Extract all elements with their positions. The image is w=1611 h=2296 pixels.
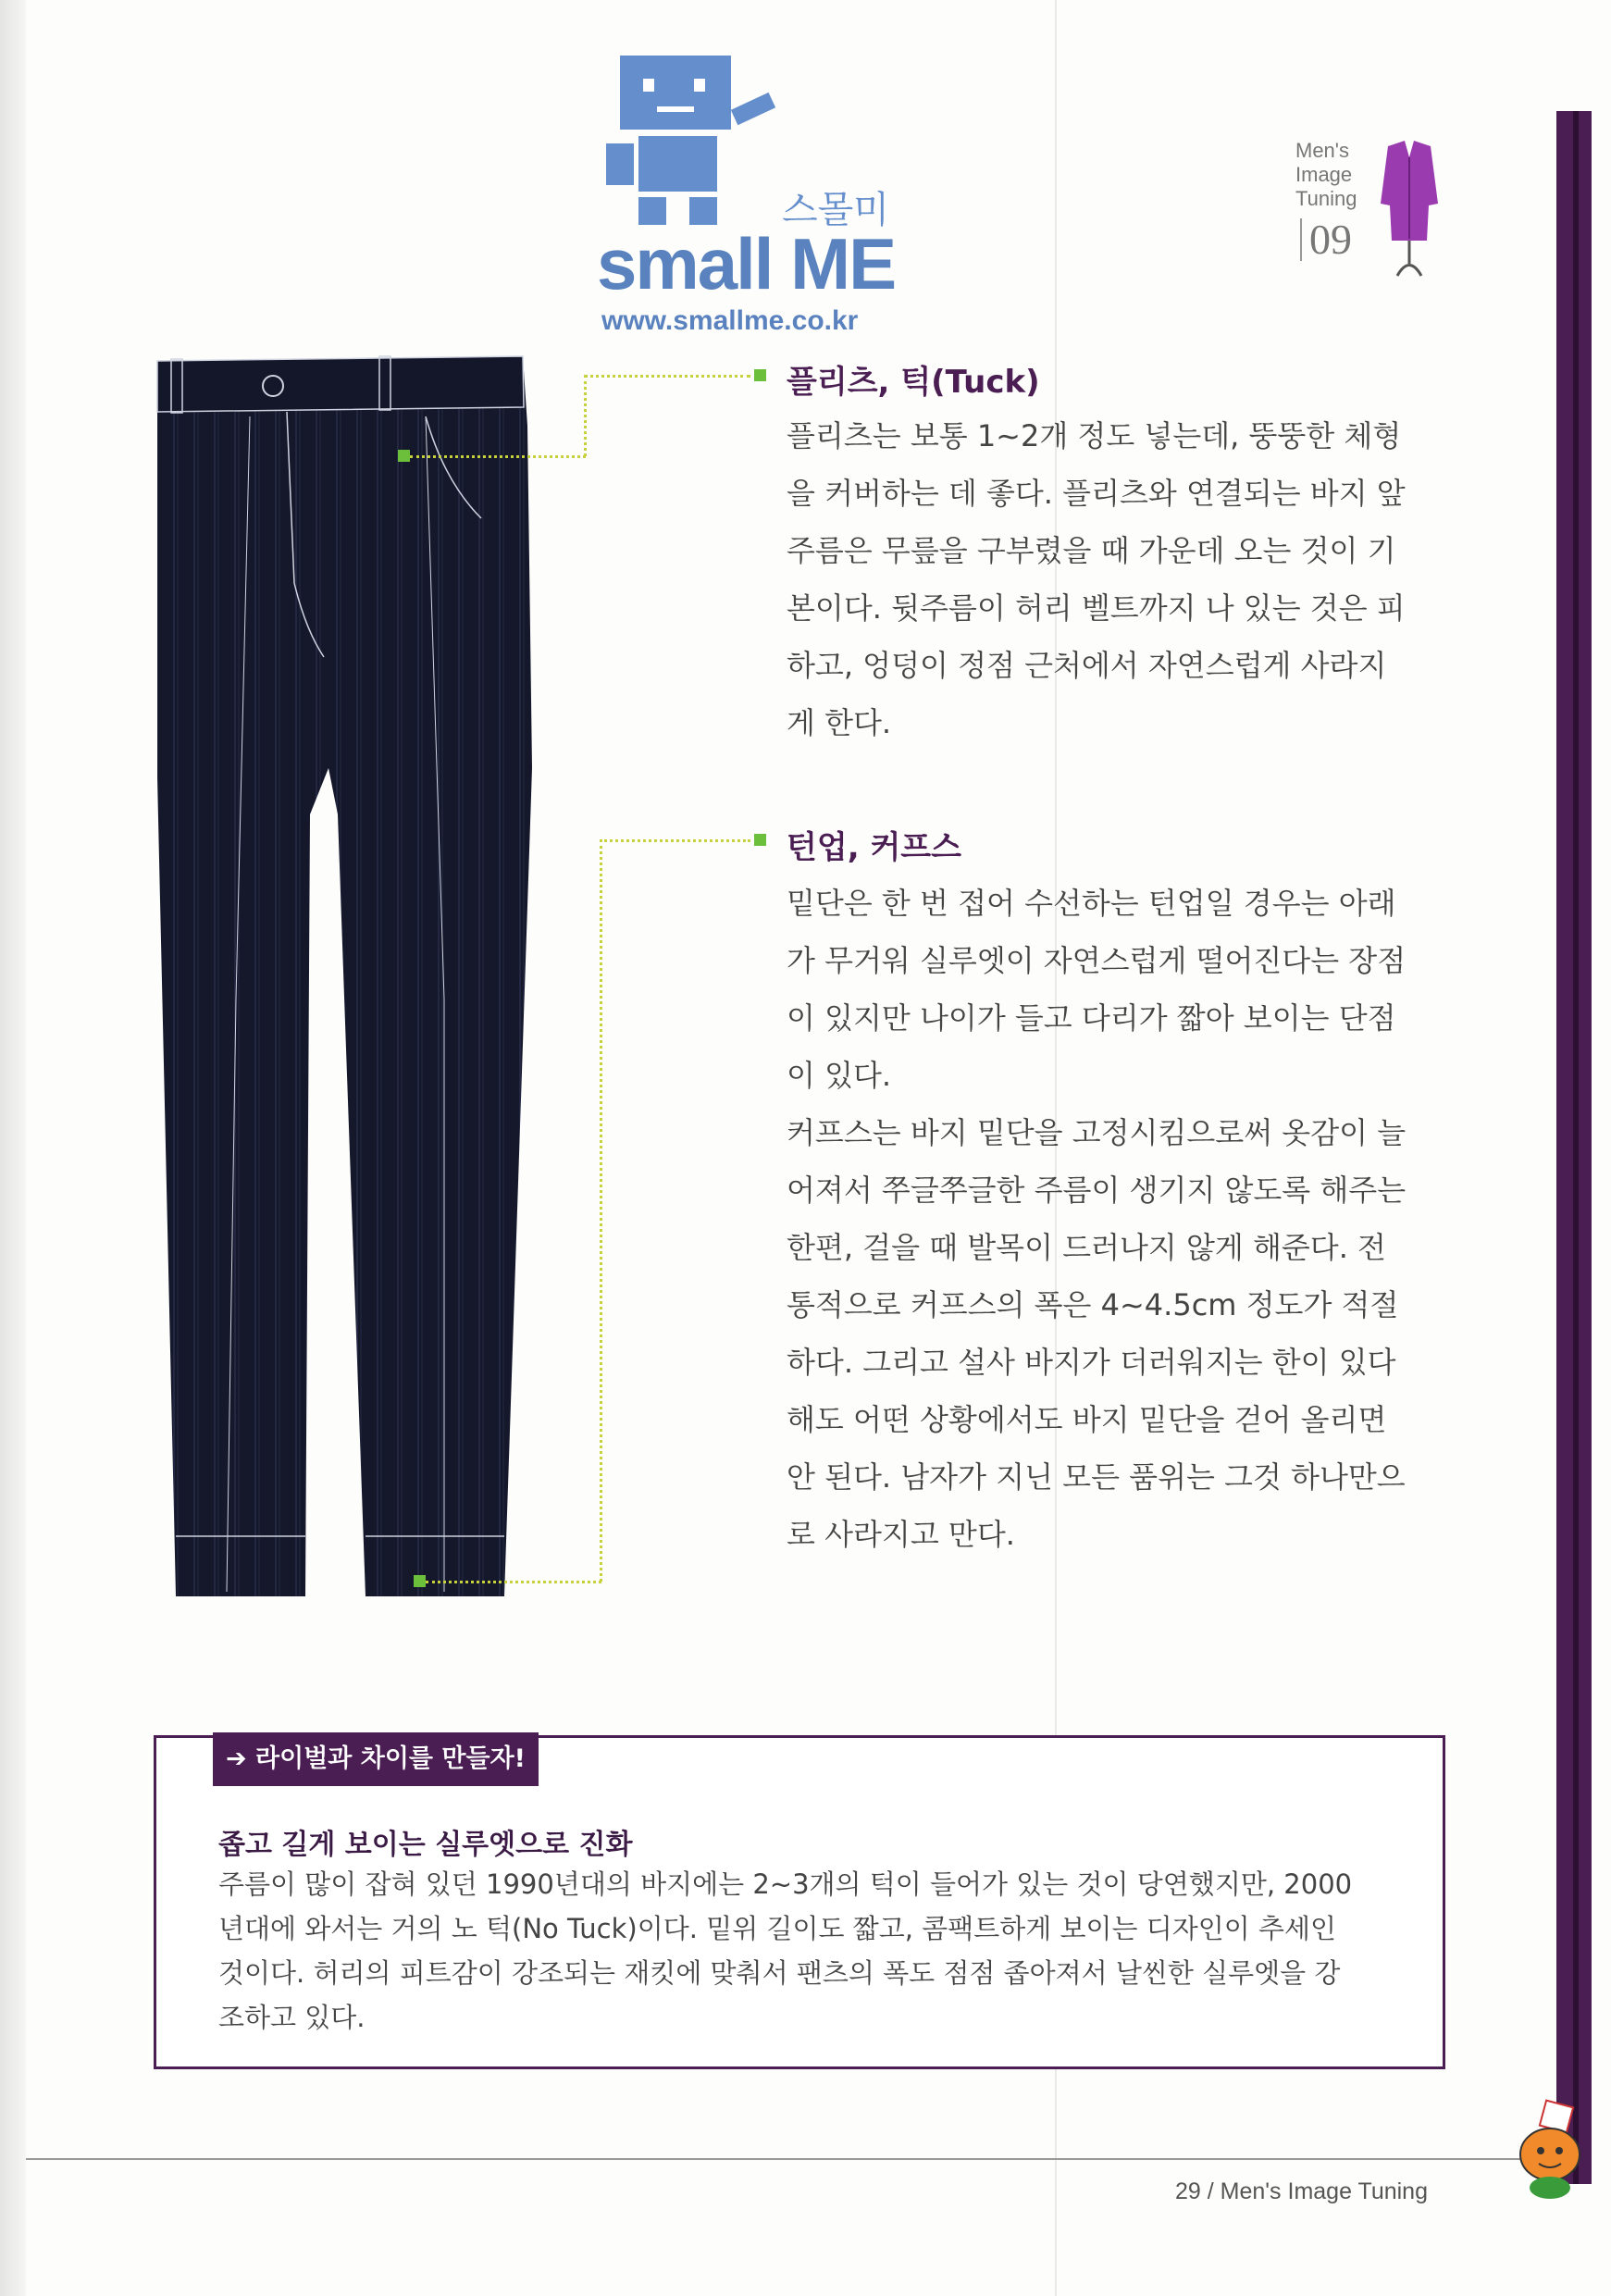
section-title-pleats: 플리츠, 턱(Tuck) [787, 364, 1040, 401]
watermark-url: www.smallme.co.kr [601, 305, 859, 336]
body-line: 커프스는 바지 밑단을 고정시킴으로써 옷감이 늘 [787, 1115, 1407, 1150]
page-number-label: 29 / Men's Image Tuning [1175, 2178, 1428, 2204]
connector-line [584, 375, 750, 378]
body-line: 밑단은 한 번 접어 수선하는 턴업일 경우는 아래 [787, 886, 1396, 921]
connector-line [600, 839, 602, 1582]
footer-rule [26, 2158, 1553, 2160]
watermark [592, 51, 925, 347]
body-line: 이 있지만 나이가 들고 다리가 짧아 보이는 단점 [787, 1000, 1396, 1036]
body-line: 하고, 엉덩이 정점 근처에서 자연스럽게 사라지 [787, 648, 1387, 683]
chapter-number: 09 [1300, 218, 1352, 261]
tip-box-tag [213, 1732, 539, 1786]
tip-line: 조하고 있다. [218, 2002, 366, 2033]
section-body-pleats [787, 407, 1444, 751]
connector-dot [754, 834, 766, 846]
body-line: 해도 어떤 상황에서도 바지 밑단을 걷어 올리면 [787, 1402, 1387, 1437]
arrow-right-icon: ➔ [226, 1744, 256, 1773]
body-line: 어져서 쭈글쭈글한 주름이 생기지 않도록 해주는 [787, 1173, 1407, 1208]
tip-box-body [218, 1862, 1421, 2040]
body-line: 안 된다. 남자가 지닌 모든 품위는 그것 하나만으 [787, 1459, 1406, 1495]
connector-line [600, 839, 750, 842]
connector-dot [414, 1575, 426, 1587]
connector-line [410, 455, 586, 458]
connector-dot [398, 450, 410, 462]
robot-logo-icon [601, 51, 777, 236]
mascot-icon [1504, 2099, 1592, 2201]
watermark-logo-text: small ME [597, 223, 896, 304]
tip-line: 주름이 많이 잡혀 있던 1990년대의 바지에는 2~3개의 턱이 들어가 있는 것이 당연했지만, 2000 [218, 1868, 1353, 1900]
tip-line: 것이다. 허리의 피트감이 강조되는 재킷에 맞춰서 팬츠의 폭도 점점 좁아져서 날씬한 실루엣을 강 [218, 1957, 1341, 1989]
badge-line: Tuning [1295, 187, 1357, 210]
body-line: 본이다. 뒷주름이 허리 벨트까지 나 있는 것은 피 [787, 590, 1406, 626]
connector-dot [754, 369, 766, 381]
pants-illustration [148, 352, 537, 1610]
badge-line: Men's [1295, 139, 1349, 162]
side-accent-bar-inner [1573, 111, 1579, 2184]
body-line: 주름은 무릎을 구부렸을 때 가운데 오는 것이 기 [787, 533, 1396, 568]
suit-jacket-on-stand-icon [1377, 139, 1442, 278]
section-title-turnup: 턴업, 커프스 [787, 829, 961, 866]
chapter-badge [1295, 139, 1357, 211]
scan-edge [0, 0, 26, 2296]
body-line: 가 무거워 실루엣이 자연스럽게 떨어진다는 장점 [787, 943, 1407, 978]
section-body-turnup [787, 875, 1444, 1563]
body-line: 한편, 걸을 때 발목이 드러나지 않게 해준다. 전 [787, 1230, 1386, 1265]
tip-box-heading: 좁고 길게 보이는 실루엣으로 진화 [218, 1829, 633, 1861]
body-line: 게 한다. [787, 705, 892, 740]
watermark-korean: 스몰미 [782, 189, 889, 231]
body-line: 플리츠는 보통 1~2개 정도 넣는데, 뚱뚱한 체형 [787, 418, 1402, 453]
body-line: 로 사라지고 만다. [787, 1517, 1015, 1552]
tip-line: 년대에 와서는 거의 노 턱(No Tuck)이다. 밑위 길이도 짧고, 콤팩트하게 보이는 디자인이 추세인 [218, 1913, 1337, 1944]
connector-line [426, 1581, 601, 1583]
connector-line [584, 375, 587, 456]
body-line: 을 커버하는 데 좋다. 플리츠와 연결되는 바지 앞 [787, 476, 1406, 511]
body-line: 이 있다. [787, 1058, 892, 1093]
tip-tag-label: 라이벌과 차이를 만들자! [255, 1744, 526, 1773]
badge-line: Image [1295, 163, 1353, 186]
body-line: 하다. 그리고 설사 바지가 더러워지는 한이 있다 [787, 1345, 1396, 1380]
body-line: 통적으로 커프스의 폭은 4~4.5cm 정도가 적절 [787, 1287, 1399, 1322]
